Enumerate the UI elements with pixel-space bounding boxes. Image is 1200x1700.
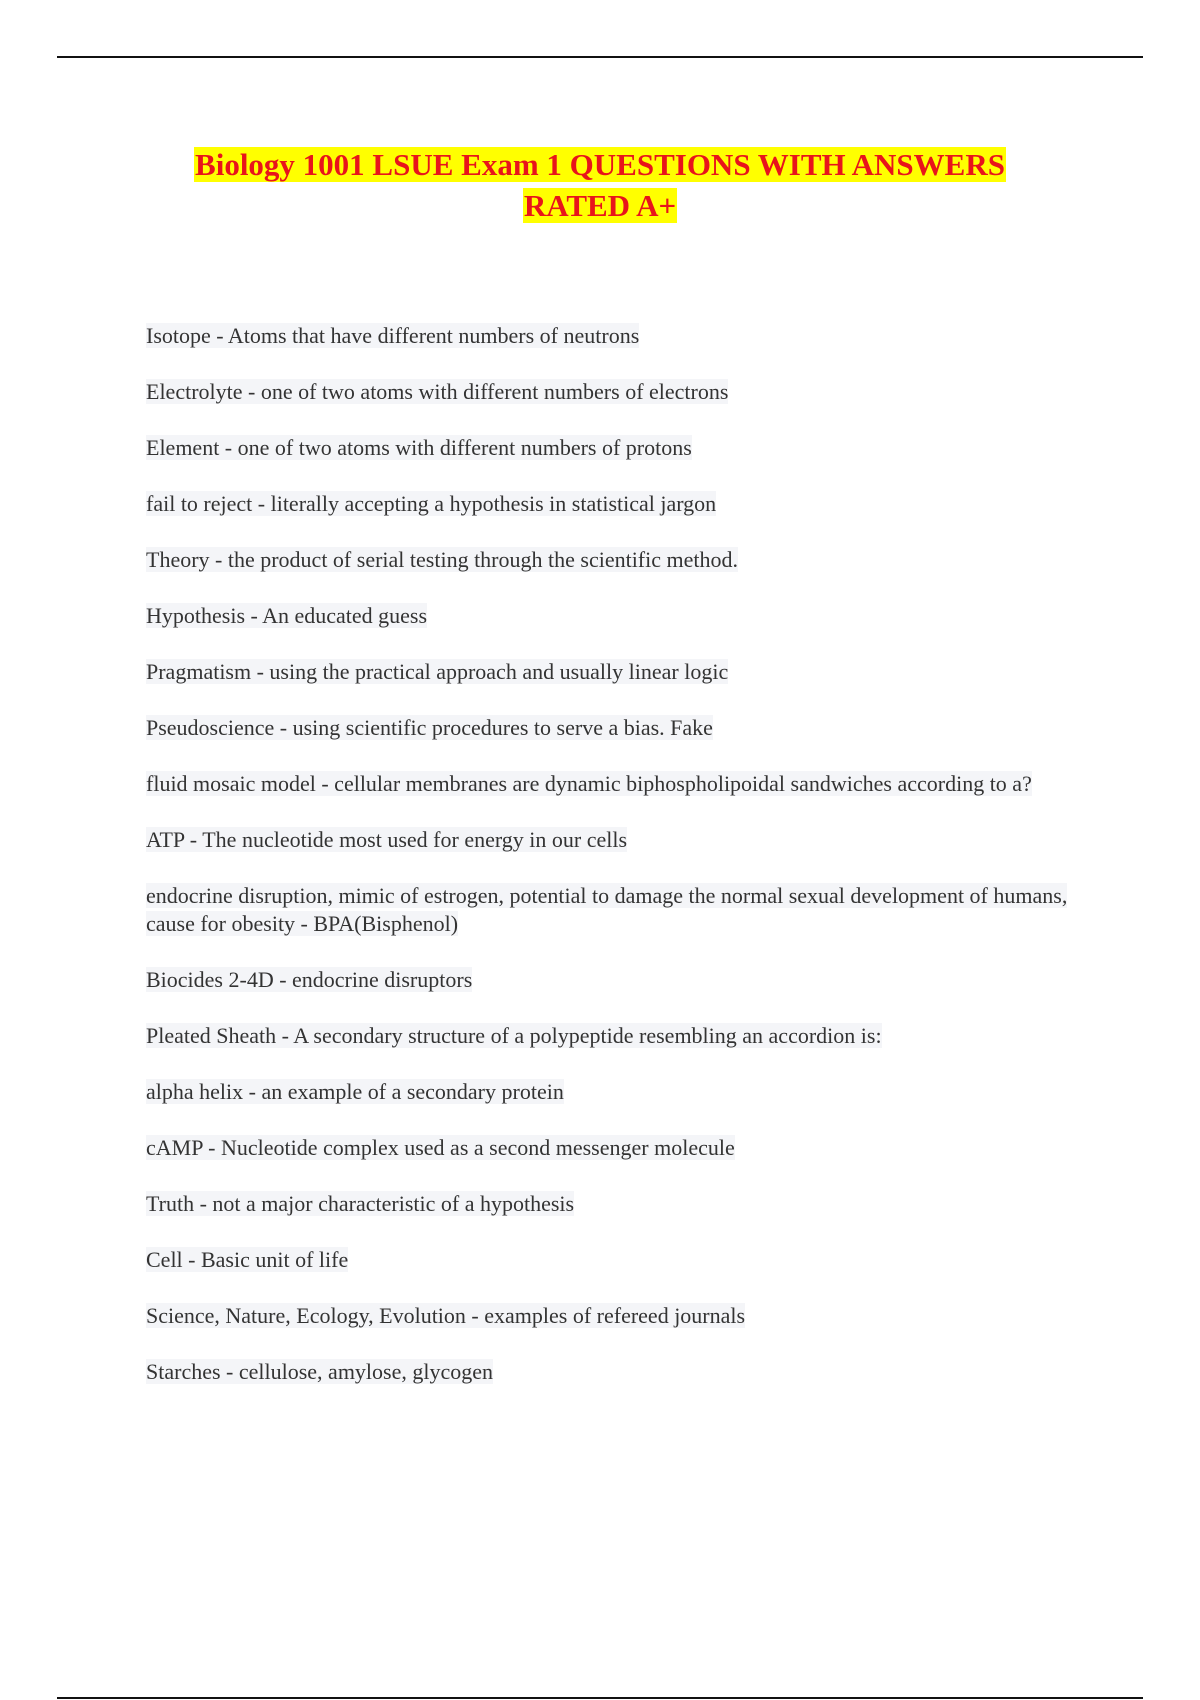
qa-entry (146, 490, 1086, 518)
qa-entry-text: Pleated Sheath - A secondary structure of a polypeptide resembling an accordion is: (146, 1023, 882, 1048)
title-line-2: RATED A+ (523, 188, 677, 223)
qa-entry (146, 770, 1086, 798)
qa-entry (146, 658, 1086, 686)
qa-entry-text: Hypothesis - An educated guess (146, 603, 428, 628)
qa-entry (146, 1078, 1086, 1106)
qa-entry-text: Biocides 2-4D - endocrine disruptors (146, 967, 473, 992)
qa-entry-text: Starches - cellulose, amylose, glycogen (146, 1359, 494, 1384)
top-rule (57, 56, 1143, 58)
qa-entry (146, 826, 1086, 854)
qa-entry-text: fail to reject - literally accepting a hypothesis in statistical jargon (146, 491, 717, 516)
qa-entry-text: Electrolyte - one of two atoms with different numbers of electrons (146, 379, 729, 404)
qa-entry-text: Science, Nature, Ecology, Evolution - examples of refereed journals (146, 1303, 746, 1328)
qa-entry-text: Isotope - Atoms that have different numbers of neutrons (146, 323, 640, 348)
title-line-1: Biology 1001 LSUE Exam 1 QUESTIONS WITH ANSWERS (195, 147, 1005, 182)
qa-entry (146, 546, 1086, 574)
document-title (100, 144, 1100, 226)
qa-entry (146, 1190, 1086, 1218)
qa-entry (146, 434, 1086, 462)
qa-entry (146, 602, 1086, 630)
qa-entry-text: Truth - not a major characteristic of a hypothesis (146, 1191, 575, 1216)
qa-entry (146, 1358, 1086, 1386)
qa-entry-text: cAMP - Nucleotide complex used as a second messenger molecule (146, 1135, 735, 1160)
qa-entry (146, 966, 1086, 994)
qa-entry-text: Pragmatism - using the practical approach and usually linear logic (146, 659, 729, 684)
qa-entry-text: Theory - the product of serial testing through the scientific method. (146, 547, 739, 572)
qa-entry (146, 882, 1086, 938)
qa-entry (146, 1134, 1086, 1162)
qa-entry-text: fluid mosaic model - cellular membranes are dynamic biphospholipoidal sandwiches according to a? (146, 771, 1032, 796)
qa-entry (146, 322, 1086, 350)
qa-entry-text: alpha helix - an example of a secondary protein (146, 1079, 564, 1104)
qa-entry (146, 378, 1086, 406)
qa-entry-text: endocrine disruption, mimic of estrogen, potential to damage the normal sexual development of humans, cause for obesity - BPA(Bisphenol) (146, 883, 1068, 936)
qa-entry (146, 1246, 1086, 1274)
qa-entry (146, 714, 1086, 742)
bottom-rule (57, 1697, 1143, 1699)
qa-list (146, 322, 1086, 1414)
qa-entry (146, 1302, 1086, 1330)
qa-entry-text: Pseudoscience - using scientific procedures to serve a bias. Fake (146, 715, 713, 740)
qa-entry-text: ATP - The nucleotide most used for energy in our cells (146, 827, 628, 852)
qa-entry-text: Cell - Basic unit of life (146, 1247, 349, 1272)
qa-entry-text: Element - one of two atoms with different numbers of protons (146, 435, 692, 460)
qa-entry (146, 1022, 1086, 1050)
